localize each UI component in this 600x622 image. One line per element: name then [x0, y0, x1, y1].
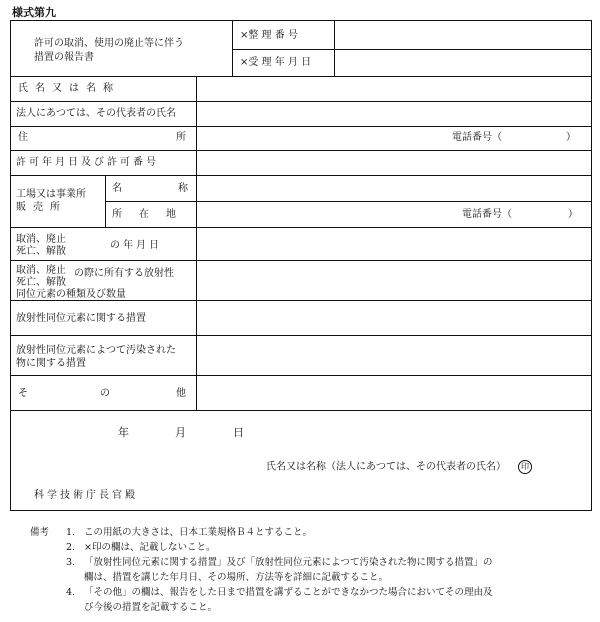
note-text: 欄は、措置を講じた年月日、その場所、方法等を詳細に記載すること。: [84, 572, 389, 583]
receipt-date-label: ×受 理 年 月 日: [240, 57, 312, 68]
factory-location-label: 所在地: [112, 209, 193, 220]
isotope-field[interactable]: [198, 262, 590, 299]
address-label-right: 所: [176, 132, 186, 143]
other-field[interactable]: [198, 377, 590, 409]
cancel-date-field[interactable]: [198, 229, 590, 259]
other-label-a: そ: [18, 388, 28, 399]
factory-name-field[interactable]: [198, 177, 590, 200]
form-title-line2: 措置の報告書: [34, 52, 94, 63]
signature-name-line: [266, 460, 532, 474]
note-row: [40, 570, 595, 585]
note-text: 「放射性同位元素に関する措置」及び「放射性同位元素によつて汚染された物に関する措置」の: [84, 557, 493, 568]
signature-name-text: 氏名又は名称（法人にあつては、その代表者の氏名）: [266, 461, 506, 473]
factory-label-line2: 販売所: [16, 202, 67, 213]
measures-label: 放射性同位元素に関する措置: [16, 313, 146, 324]
factory-name-label-b: 称: [178, 183, 188, 194]
note-text: び今後の措置を記載すること。: [84, 602, 218, 613]
representative-label: 法人にあつては、その代表者の氏名: [16, 108, 176, 119]
form-number: 様式第九: [12, 6, 56, 19]
factory-location-field[interactable]: [198, 203, 458, 226]
factory-label-line1: 工場又は事業所: [16, 189, 86, 200]
address-label-left: 住: [18, 132, 28, 143]
contaminated-label-line2: 物に関する措置: [16, 358, 86, 369]
factory-phone-label: 電話番号（: [462, 209, 512, 220]
permit-field[interactable]: [198, 152, 590, 174]
factory-phone-close: ）: [568, 209, 578, 220]
note-text: 「その他」の欄は、報告をした日まで措置を講ずることができなかつた場合においてその理由及: [84, 587, 493, 598]
contaminated-field[interactable]: [198, 337, 590, 374]
note-text: この用紙の大きさは、日本工業規格Ｂ４とすること。: [84, 527, 313, 538]
isotope-label-line3: 同位元素の種類及び数量: [16, 289, 126, 300]
date-month: 月: [175, 426, 186, 439]
other-label: [18, 388, 48, 399]
isotope-label-line1: 取消、廃止: [16, 265, 66, 276]
receipt-number-label: ×整 理 番 号: [240, 30, 298, 41]
other-label-b: の: [100, 388, 110, 399]
receipt-number-field[interactable]: [336, 22, 590, 48]
phone-field[interactable]: [515, 128, 565, 149]
note-row: 2. ×印の欄は、記載しないこと。: [40, 540, 595, 555]
contaminated-label-line1: 放射性同位元素によつて汚染された: [16, 345, 176, 356]
isotope-label-line2: 死亡、解散: [16, 277, 66, 288]
other-label-c: 他: [176, 388, 186, 399]
note-row: [40, 600, 595, 615]
representative-field[interactable]: [198, 103, 590, 125]
note-text: ×印の欄は、記載しないこと。: [84, 542, 216, 553]
date-day: 日: [233, 426, 244, 439]
permit-label: 許可年月日及び許可番号: [16, 157, 159, 168]
cancel-label-line2: 死亡、解散: [16, 246, 66, 257]
cancel-label-line1: 取消、廃止: [16, 234, 66, 245]
address-field[interactable]: [198, 128, 448, 149]
addressee: 科学技術庁長官殿: [34, 490, 138, 501]
phone-label: 電話番号（: [452, 132, 502, 143]
note-row: 3. 「放射性同位元素に関する措置」及び「放射性同位元素によつて汚染された物に関する措置」の: [40, 555, 595, 570]
form-title-line1: 許可の取消、使用の廃止等に伴う: [34, 38, 184, 49]
phone-close: ）: [566, 132, 576, 143]
notes-heading: 備考: [30, 527, 50, 538]
note-row: 備考 1. この用紙の大きさは、日本工業規格Ｂ４とすること。: [40, 525, 595, 540]
notes: [30, 525, 595, 615]
isotope-label-line1b: の際に所有する放射性: [74, 268, 174, 279]
date-year: 年: [118, 426, 129, 439]
measures-field[interactable]: [198, 302, 590, 334]
factory-name-label-a: 名: [112, 183, 122, 194]
seal-icon: 印: [518, 460, 532, 474]
address-label: [18, 132, 188, 143]
receipt-date-field[interactable]: [336, 51, 590, 75]
cancel-label-suffix: の年月日: [110, 240, 162, 251]
name-field[interactable]: [198, 78, 590, 100]
name-label: 氏名又は名称: [18, 83, 120, 94]
factory-phone-field[interactable]: [520, 203, 566, 226]
note-row: 4. 「その他」の欄は、報告をした日まで措置を講ずることができなかつた場合においてその理由及: [40, 585, 595, 600]
